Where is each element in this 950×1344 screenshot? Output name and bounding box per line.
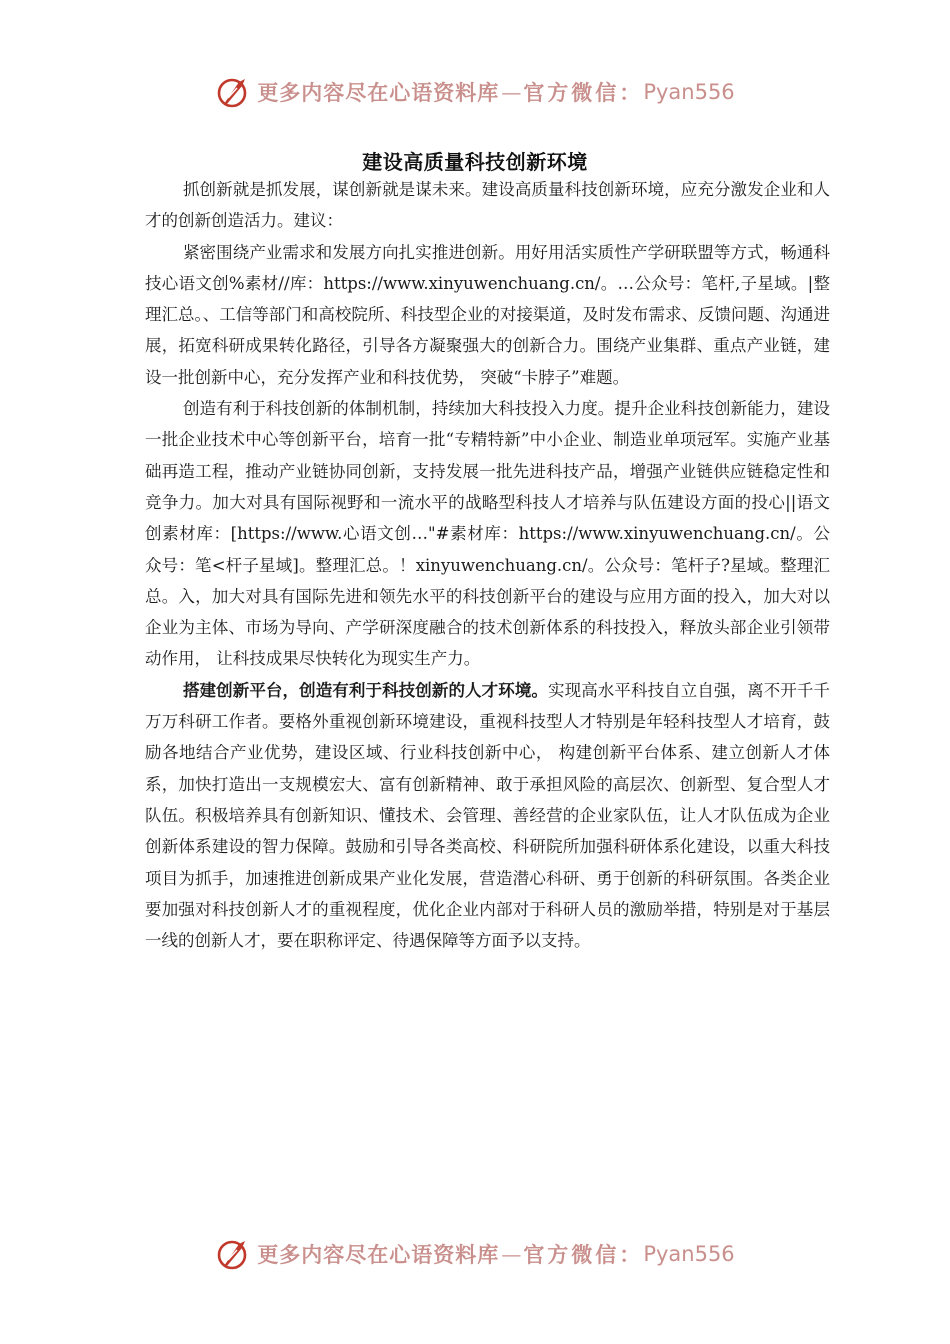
quill-pen-logo-icon <box>215 74 251 110</box>
banner-wechat-label: 官方微信： <box>523 80 644 105</box>
footer-banner <box>0 1234 950 1274</box>
paragraph-4-lead: 搭建创新平台，创造有利于科技创新的人才环境。 <box>182 680 548 700</box>
document-title: 建设高质量科技创新环境 <box>362 150 588 175</box>
banner-slogan: 更多内容尽在心语资料库 <box>257 80 500 105</box>
banner-wechat-id: Pyan556 <box>643 80 735 104</box>
header-banner <box>0 72 950 112</box>
paragraph-3: 创造有利于科技创新的体制机制，持续加大科技投入力度。提升企业科技创新能力，建设一批企业技术中心等创新平台，培育一批“专精特新”中小企业、制造业单项冠军。实施产业基础再造工程，推动产业链协同创新，支持发展一批先进科技产品，增强产业链供应链稳定性和竞争力。加大对具有国际视野和一流水平的战略型科技人才培养与队伍建设方面的投心||语文创素材库：[https://www.心语文创…"#素材库：https://www.xinyuwenchuang.cn/。公众号：笔<杆子星域]。整理汇总。！xinyuwenchuang.cn/。公众号：笔杆子?星域。整理汇总。入，加大对具有国际先进和领先水平的科技创新平台的建设与应用方面的投入，加大对以企业为主体、市场为导向、产学研深度融合的技术创新体系的科技投入，释放头部企业引领带动作用， 让科技成果尽快转化为现实生产力。 <box>145 399 830 669</box>
footer-wechat-id: Pyan556 <box>643 1242 735 1266</box>
footer-dash: — <box>501 1242 522 1266</box>
paragraph-1: 抓创新就是抓发展，谋创新就是谋未来。建设高质量科技创新环境，应充分激发企业和人才的创新创造活力。建议： <box>145 180 830 231</box>
paragraph-4-text: 实现高水平科技自立自强，离不开千千万万科研工作者。要格外重视创新环境建设，重视科技型人才特别是年轻科技型人才培育，鼓励各地结合产业优势，建设区域、行业科技创新中心， 构建创新平台体系、建立创新人才体系，加快打造出一支规模宏大、富有创新精神、敢于承担风险的高层次、创新型、复合型人才队伍。积极培养具有创新知识、懂技术、会管理、善经营的企业家队伍，让人才队伍成为企业创新体系建设的智力保障。鼓励和引导各类高校、科研院所加强科研体系化建设，以重大科技项目为抓手，加速推进创新成果产业化发展，营造潜心科研、勇于创新的科研氛围。各类企业要加强对科技创新人才的重视程度，优化企业内部对于科研人员的激励举措，特别是对于基层一线的创新人才，要在职称评定、待遇保障等方面予以支持。 <box>145 680 830 951</box>
paragraph-4 <box>145 675 830 957</box>
paragraph-2: 紧密围绕产业需求和发展方向扎实推进创新。用好用活实质性产学研联盟等方式，畅通科技心语文创%素材//库：https://www.xinyuwenchuang.cn/。…公众号：笔杆,子星域。|整理汇总。、工信等部门和高校院所、科技型企业的对接渠道，及时发布需求、反馈问题、沟通进展，拓宽科研成果转化路径，引导各方凝聚强大的创新合力。围绕产业集群、重点产业链，建设一批创新中心，充分发挥产业和科技优势， 突破“卡脖子”难题。 <box>145 242 830 387</box>
footer-wechat-label: 官方微信： <box>523 1242 644 1267</box>
document-body <box>145 174 830 956</box>
banner-dash: — <box>501 80 522 104</box>
quill-pen-logo-icon <box>215 1236 251 1272</box>
footer-slogan: 更多内容尽在心语资料库 <box>257 1242 500 1267</box>
